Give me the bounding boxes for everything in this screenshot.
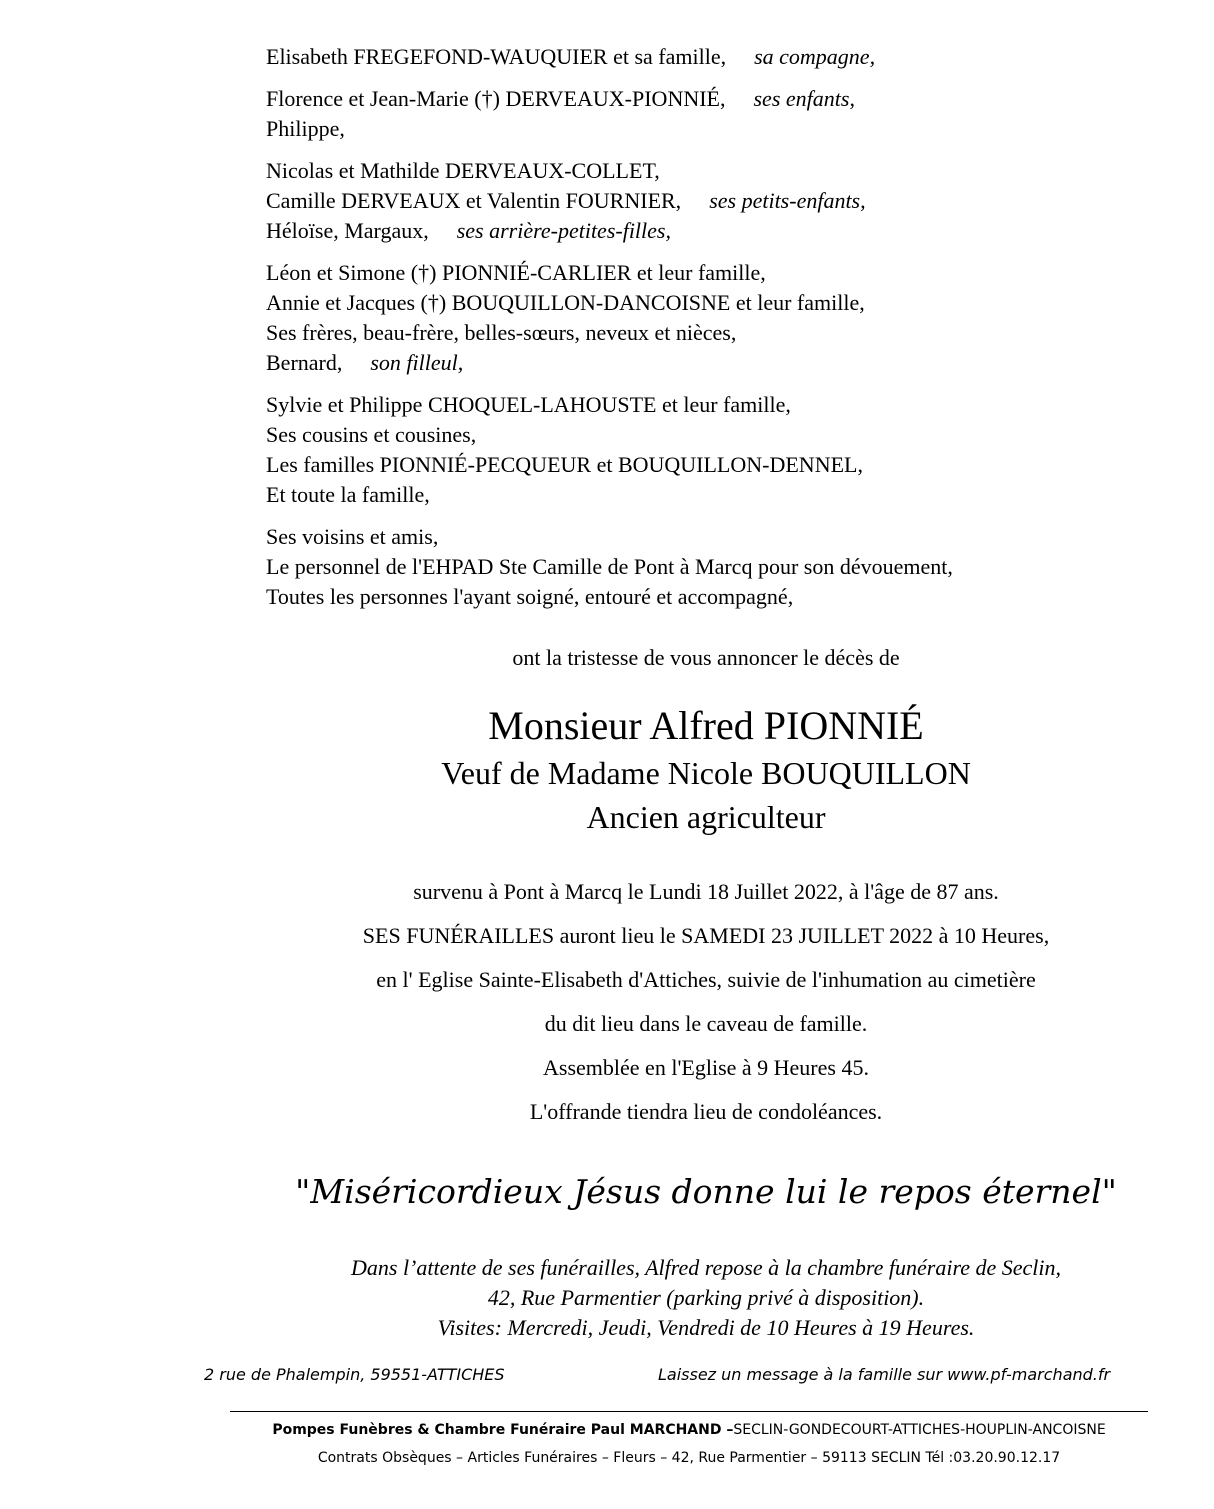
- family-list: [266, 42, 1146, 624]
- family-group-relatives: [266, 390, 1146, 510]
- footer-message-link[interactable]: Laissez un message à la famille sur www.pf-marchand.fr: [658, 1365, 1111, 1384]
- wake-line: Visites: Mercredi, Jeudi, Vendredi de 10 Heures à 19 Heures.: [437, 1315, 975, 1340]
- family-line: Héloïse, Margaux, ses arrière-petites-filles,: [266, 218, 671, 243]
- wake-line: 42, Rue Parmentier (parking privé à disposition).: [487, 1285, 925, 1310]
- family-group-friends: [266, 522, 1146, 612]
- family-line: Ses voisins et amis,: [266, 524, 439, 549]
- footer-divider: [230, 1411, 1148, 1412]
- family-group-siblings: [266, 258, 1146, 378]
- family-group-partner: [266, 42, 1146, 72]
- family-line: Annie et Jacques (†) BOUQUILLON-DANCOISNE et leur famille,: [266, 290, 865, 315]
- family-role: ses petits-enfants,: [709, 188, 866, 213]
- detail-line: en l' Eglise Sainte-Elisabeth d'Attiches, suivie de l'inhumation au cimetière: [376, 967, 1036, 992]
- family-role: son filleul,: [370, 350, 464, 375]
- deceased-widower: Veuf de Madame Nicole BOUQUILLON: [441, 755, 971, 791]
- family-line: Philippe,: [266, 116, 345, 141]
- funeral-details: [236, 877, 1176, 1141]
- company-name: Pompes Funèbres & Chambre Funéraire Paul MARCHAND –: [272, 1422, 734, 1438]
- family-role: ses enfants,: [753, 86, 855, 111]
- company-line-2: Contrats Obsèques – Articles Funéraires – Fleurs – 42, Rue Parmentier – 59113 SECLIN Tél :03.20.90.12.17: [317, 1450, 1061, 1466]
- deceased-occupation: Ancien agriculteur: [586, 799, 826, 835]
- deceased-name: Monsieur Alfred PIONNIÉ: [488, 703, 924, 748]
- footer-address: 2 rue de Phalempin, 59551-ATTICHES: [204, 1365, 505, 1384]
- prayer-quote: "Miséricordieux Jésus donne lui le repos éternel": [295, 1172, 1117, 1211]
- detail-line: SES FUNÉRAILLES auront lieu le SAMEDI 23 JUILLET 2022 à 10 Heures,: [362, 923, 1050, 948]
- family-group-children: [266, 84, 1146, 144]
- family-role: ses arrière-petites-filles,: [456, 218, 671, 243]
- company-line-1: [230, 1420, 1148, 1440]
- family-line: Ses cousins et cousines,: [266, 422, 477, 447]
- family-line: Florence et Jean-Marie (†) DERVEAUX-PIONNIÉ, ses enfants,: [266, 86, 855, 111]
- family-group-grandchildren: [266, 156, 1146, 246]
- detail-line: du dit lieu dans le caveau de famille.: [544, 1011, 868, 1036]
- family-line: Et toute la famille,: [266, 482, 430, 507]
- wake-info: [236, 1253, 1176, 1343]
- family-line: Camille DERVEAUX et Valentin FOURNIER, ses petits-enfants,: [266, 188, 866, 213]
- detail-line: Assemblée en l'Eglise à 9 Heures 45.: [543, 1055, 869, 1080]
- detail-line: L'offrande tiendra lieu de condoléances.: [529, 1099, 883, 1124]
- family-role: sa compagne,: [754, 44, 876, 69]
- detail-line: survenu à Pont à Marcq le Lundi 18 Juillet 2022, à l'âge de 87 ans.: [413, 879, 999, 904]
- family-line: Bernard, son filleul,: [266, 350, 464, 375]
- family-line: Ses frères, beau-frère, belles-sœurs, neveux et nièces,: [266, 320, 737, 345]
- family-line: Sylvie et Philippe CHOQUEL-LAHOUSTE et leur famille,: [266, 392, 791, 417]
- family-line: Nicolas et Mathilde DERVEAUX-COLLET,: [266, 158, 660, 183]
- announcement: ont la tristesse de vous annoncer le décès de: [512, 645, 900, 670]
- wake-line: Dans l’attente de ses funérailles, Alfred repose à la chambre funéraire de Seclin,: [351, 1255, 1061, 1280]
- family-line: Le personnel de l'EHPAD Ste Camille de Pont à Marcq pour son dévouement,: [266, 554, 953, 579]
- family-line: Elisabeth FREGEFOND-WAUQUIER et sa famille, sa compagne,: [266, 44, 876, 69]
- company-towns: SECLIN-GONDECOURT-ATTICHES-HOUPLIN-ANCOISNE: [733, 1422, 1106, 1438]
- family-line: Les familles PIONNIÉ-PECQUEUR et BOUQUILLON-DENNEL,: [266, 452, 863, 477]
- family-line: Toutes les personnes l'ayant soigné, entouré et accompagné,: [266, 584, 794, 609]
- family-line: Léon et Simone (†) PIONNIÉ-CARLIER et leur famille,: [266, 260, 766, 285]
